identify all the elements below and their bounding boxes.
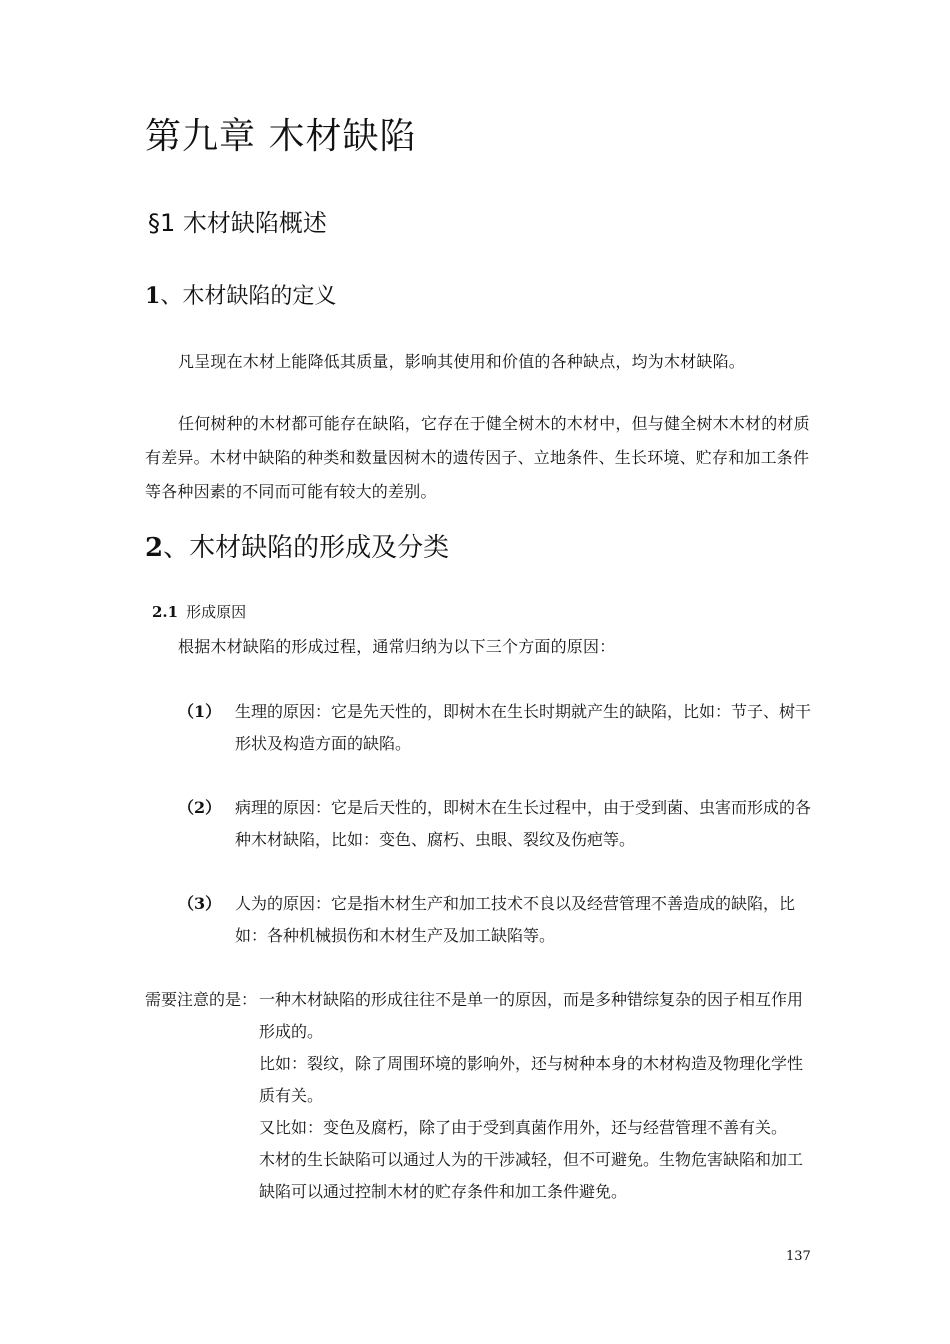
note-line: 一种木材缺陷的形成往往不是单一的原因，而是多种错综复杂的因子相互作用形成的。 — [259, 990, 804, 1041]
cause-text: 病理的原因：它是后天性的，即树木在生长过程中，由于受到菌、虫害而形成的各种木材缺陷，比如：变色、腐朽、虫眼、裂纹及伤疤等。 — [235, 798, 812, 849]
note-label: 需要注意的是： — [145, 990, 258, 1009]
paragraph-existence-text: 任何树种的木材都可能存在缺陷，它存在于健全树木的木材中，但与健全树木木材的材质有差异。木材中缺陷的种类和数量因树木的遗传因子、立地条件、生长环境、贮存和加工条件等各种因素的不同而可能有较大的差别。 — [145, 414, 810, 501]
cause-item — [178, 888, 818, 952]
cause-label: （2） — [178, 798, 222, 817]
heading-formation — [145, 527, 449, 564]
chapter-title: 第九章 木材缺陷 — [145, 116, 417, 157]
subsection-text: 形成原因 — [186, 603, 247, 621]
section-title: §1 木材缺陷概述 — [148, 209, 327, 237]
page-number: 137 — [786, 1249, 811, 1264]
heading-text: 、木材缺陷的定义 — [160, 284, 337, 309]
subsection-heading — [152, 601, 246, 622]
cause-label: （3） — [178, 894, 222, 913]
paragraph-definition: 凡呈现在木材上能降低其质量，影响其使用和价值的各种缺点，均为木材缺陷。 — [178, 352, 746, 371]
note-line: 比如：裂纹，除了周围环境的影响外，还与树种本身的木材构造及物理化学性质有关。 — [259, 1054, 804, 1105]
heading-number: 1 — [145, 283, 161, 309]
note-line: 木材的生长缺陷可以通过人为的干涉减轻，但不可避免。生物危害缺陷和加工缺陷可以通过控制木材的贮存条件和加工条件避免。 — [259, 1150, 804, 1201]
subsection-number: 2.1 — [152, 603, 179, 621]
note-body — [259, 984, 815, 1208]
heading-text: 、木材缺陷的形成及分类 — [163, 533, 450, 563]
note-block — [145, 984, 815, 1208]
cause-label: （1） — [178, 702, 222, 721]
cause-item — [178, 792, 818, 856]
cause-item — [178, 696, 818, 760]
note-line: 又比如：变色及腐朽，除了由于受到真菌作用外，还与经营管理不善有关。 — [259, 1118, 788, 1137]
paragraph-existence — [145, 407, 810, 509]
cause-text: 人为的原因：它是指木材生产和加工技术不良以及经营管理不善造成的缺陷，比如：各种机械损伤和木材生产及加工缺陷等。 — [235, 894, 796, 945]
cause-text: 生理的原因：它是先天性的，即树木在生长时期就产生的缺陷，比如：节子、树干形状及构造方面的缺陷。 — [235, 702, 812, 753]
causes-intro: 根据木材缺陷的形成过程，通常归纳为以下三个方面的原因： — [178, 637, 616, 656]
heading-number: 2 — [145, 533, 164, 563]
heading-definition — [145, 279, 336, 310]
